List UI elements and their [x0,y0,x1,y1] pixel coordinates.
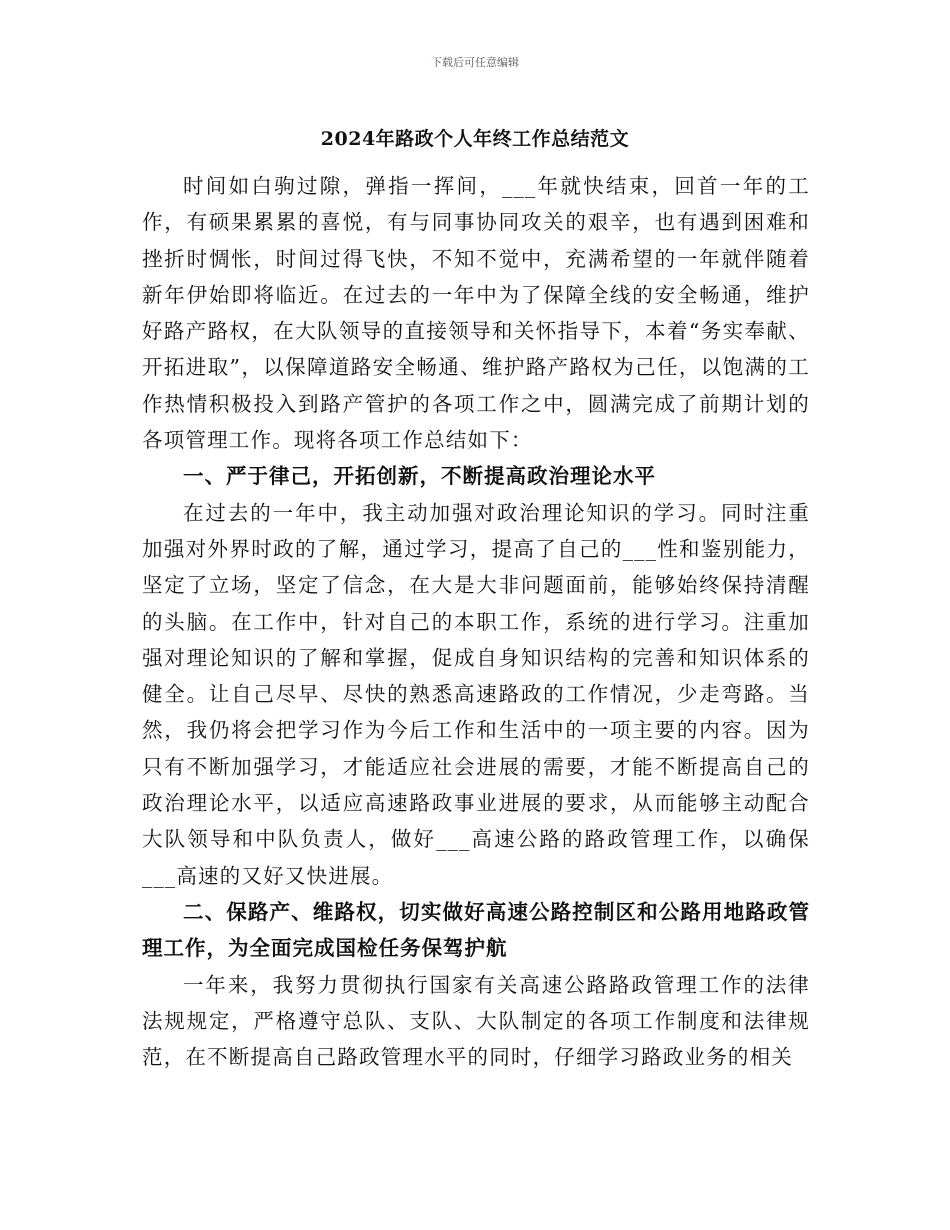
header-note: 下载后可任意编辑 [431,56,519,69]
section-heading-2: 二、保路产、维路权，切实做好高速公路控制区和公路用地路政管理工作，为全面完成国检任务保驾护航 [142,899,810,961]
document-title: 2024年路政个人年终工作总结范文 [320,128,630,150]
section-2-paragraph: 一年来，我努力贯彻执行国家有关高速公路路政管理工作的法律法规规定，严格遵守总队、支队、大队制定的各项工作制度和法律规范，在不断提高自己路政管理水平的同时，仔细学习路政业务的相关 [142,972,810,1070]
document-body [142,168,810,1075]
section-heading-1: 一、严于律己，开拓创新，不断提高政治理论水平 [183,464,656,489]
section-1-paragraph: 在过去的一年中，我主动加强对政治理论知识的学习。同时注重加强对外界时政的了解，通过学习，提高了自己的___性和鉴别能力，坚定了立场，坚定了信念，在大是大非问题面前，能够始终保持清醒的头脑。在工作中，针对自己的本职工作，系统的进行学习。注重加强对理论知识的了解和掌握，促成自身知识结构的完善和知识体系的健全。让自己尽早、尽快的熟悉高速路政的工作情况，少走弯路。当然，我仍将会把学习作为今后工作和生活中的一项主要的内容。因为只有不断加强学习，才能适应社会进展的需要，才能不断提高自己的政治理论水平，以适应高速路政事业进展的要求，从而能够主动配合大队领导和中队负责人，做好___高速公路的路政管理工作，以确保___高速的又好又快进展。 [142,500,810,888]
intro-paragraph: 时间如白驹过隙，弹指一挥间，___年就快结束，回首一年的工作，有硕果累累的喜悦，有与同事协同攻关的艰辛，也有遇到困难和挫折时惆怅，时间过得飞快，不知不觉中，充满希望的一年就伴随着新年伊始即将临近。在过去的一年中为了保障全线的安全畅通，维护好路产路权，在大队领导的直接领导和关怀指导下，本着“务实奉献、开拓进取”，以保障道路安全畅通、维护路产路权为己任，以饱满的工作热情积极投入到路产管护的各项工作之中，圆满完成了前期计划的各项管理工作。现将各项工作总结如下： [142,174,810,453]
